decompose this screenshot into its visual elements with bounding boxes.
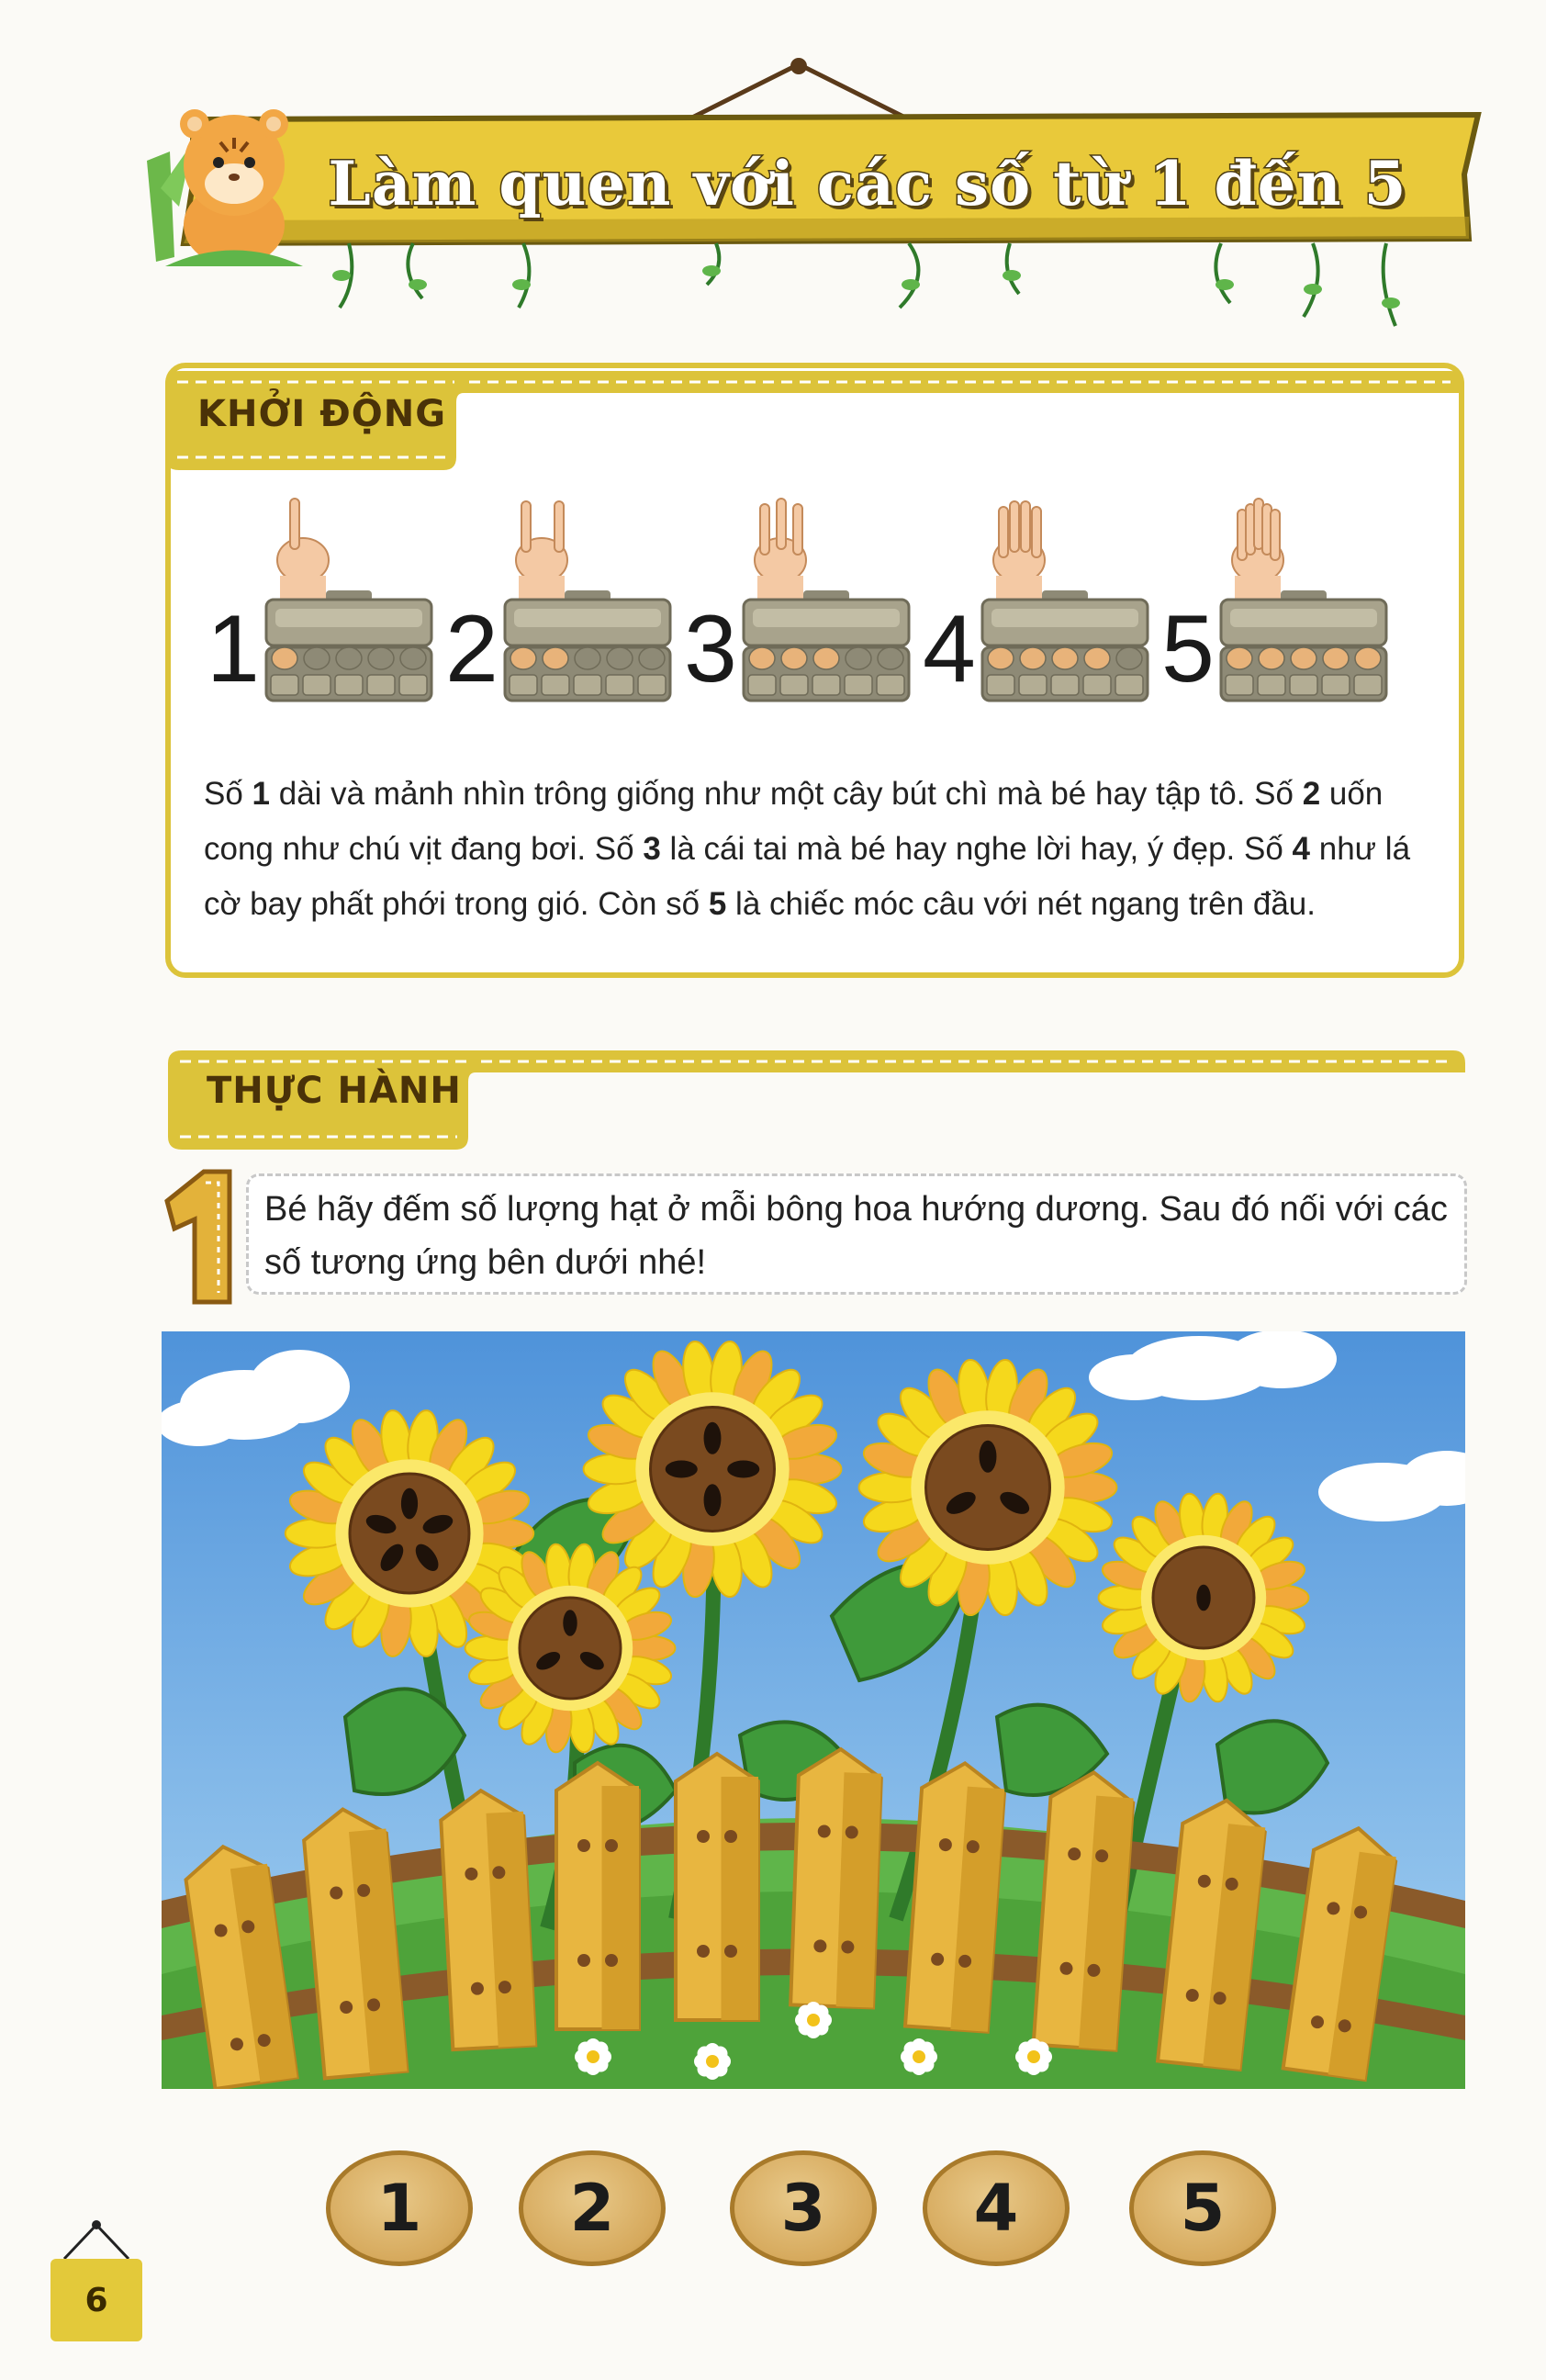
hand-icon bbox=[755, 499, 806, 601]
egg-carton-icon bbox=[262, 491, 436, 721]
number-choice-1[interactable]: 1 bbox=[326, 2150, 473, 2266]
count-number: 5 bbox=[1161, 596, 1215, 702]
number-choice-4[interactable]: 4 bbox=[923, 2150, 1070, 2266]
practice-tab-label: THỰC HÀNH bbox=[207, 1070, 462, 1112]
hand-icon bbox=[516, 501, 567, 601]
paragraph-segment: 2 bbox=[1302, 776, 1321, 812]
hand-icon bbox=[277, 499, 329, 601]
tiger-icon bbox=[138, 87, 312, 271]
egg-carton-icon bbox=[500, 491, 675, 721]
paragraph-segment: 3 bbox=[643, 831, 661, 867]
count-number: 3 bbox=[684, 596, 737, 702]
paragraph-segment: 5 bbox=[708, 886, 727, 922]
paragraph-segment: là chiếc móc câu với nét ngang trên đầu. bbox=[726, 886, 1316, 922]
paragraph-segment: 1 bbox=[252, 776, 271, 812]
paragraph-segment: dài và mảnh nhìn trông giống như một cây bút chì mà bé hay tập tô. Số bbox=[270, 776, 1303, 812]
count-group bbox=[207, 491, 436, 721]
warmup-paragraph bbox=[204, 767, 1443, 932]
hanger-icon bbox=[60, 2217, 133, 2263]
count-group bbox=[684, 491, 913, 721]
count-number: 1 bbox=[207, 596, 260, 702]
hand-icon bbox=[1232, 499, 1283, 601]
page-number: 6 bbox=[50, 2259, 142, 2341]
paragraph-segment: như lá cờ bay phất phới trong gió. Còn số bbox=[204, 831, 1411, 922]
exercise-number-badge bbox=[158, 1164, 241, 1311]
count-group bbox=[1161, 491, 1391, 721]
instruction-text: Bé hãy đếm số lượng hạt ở mỗi bông hoa hướng dương. Sau đó nối với các số tương ứng bên dưới nhé! bbox=[264, 1190, 1448, 1282]
count-group bbox=[923, 491, 1152, 721]
number-choice-2[interactable]: 2 bbox=[519, 2150, 666, 2266]
count-group bbox=[445, 491, 675, 721]
sunflower-scene bbox=[162, 1331, 1465, 2089]
number-choice-3[interactable]: 3 bbox=[730, 2150, 877, 2266]
paragraph-segment: 4 bbox=[1292, 831, 1310, 867]
warmup-tab-label: KHỞI ĐỘNG bbox=[197, 393, 447, 435]
count-number: 4 bbox=[923, 596, 976, 702]
number-choice-5[interactable]: 5 bbox=[1129, 2150, 1276, 2266]
page-title: Làm quen với các số từ 1 đến 5 bbox=[328, 148, 1407, 219]
hand-icon bbox=[993, 501, 1045, 601]
egg-carton-icon bbox=[1216, 491, 1391, 721]
paragraph-segment: Số bbox=[204, 776, 252, 812]
paragraph-segment: uốn cong như chú vịt đang bơi. Số bbox=[204, 776, 1384, 867]
exercise-number: 1 bbox=[206, 1261, 207, 1262]
counting-row bbox=[207, 491, 1446, 721]
count-number: 2 bbox=[445, 596, 499, 702]
egg-carton-icon bbox=[739, 491, 913, 721]
egg-carton-icon bbox=[978, 491, 1152, 721]
paragraph-segment: là cái tai mà bé hay nghe lời hay, ý đẹp. Số bbox=[660, 831, 1293, 867]
